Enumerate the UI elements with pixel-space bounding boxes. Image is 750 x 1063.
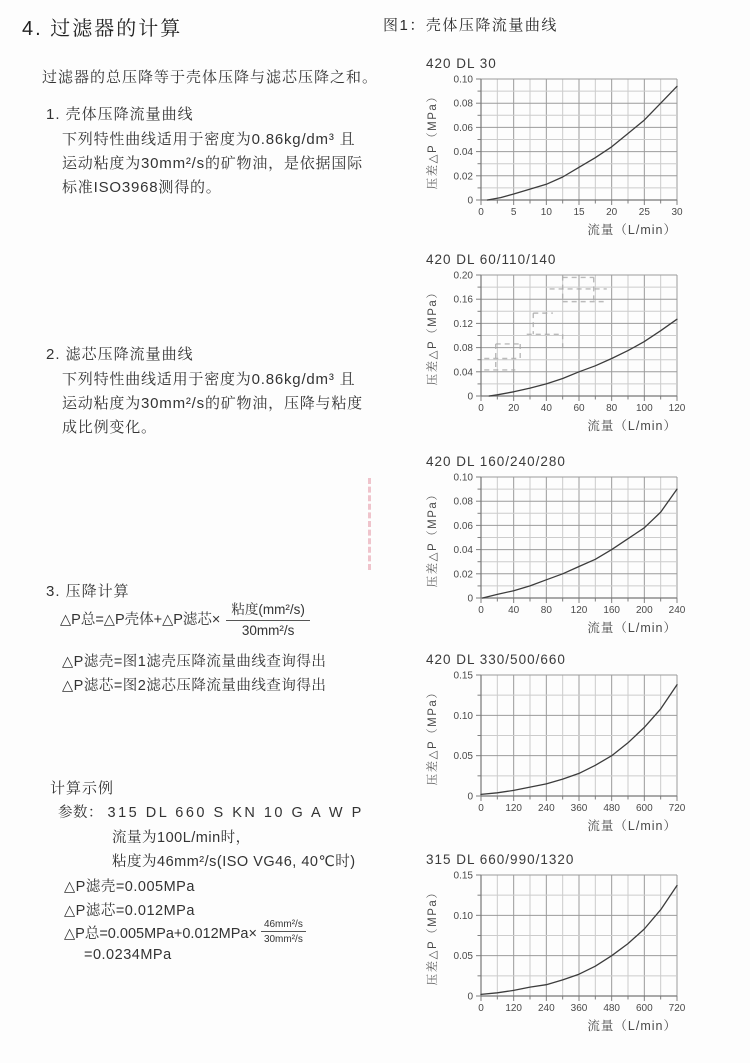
chart-title: 420 DL 330/500/660 (426, 652, 566, 667)
svg-text:120: 120 (505, 803, 523, 814)
chart-title: 420 DL 60/110/140 (426, 252, 557, 267)
example-total-result: =0.0234MPa (84, 947, 172, 963)
chart-title: 420 DL 160/240/280 (426, 454, 566, 469)
svg-text:40: 40 (508, 605, 520, 616)
item3-heading: 3. 压降计算 (46, 583, 130, 600)
svg-text:0.20: 0.20 (453, 270, 473, 282)
fraction-numerator: 46mm²/s (261, 919, 306, 932)
svg-text:20: 20 (508, 403, 520, 414)
svg-text:10: 10 (540, 207, 552, 218)
example-total-lhs: △P总=0.005MPa+0.012MPa× (64, 925, 257, 942)
item1-body (62, 128, 363, 200)
svg-text:0: 0 (478, 1003, 484, 1014)
svg-text:25: 25 (638, 207, 650, 218)
svg-text:480: 480 (603, 803, 621, 814)
pressure-flow-chart (420, 269, 750, 433)
svg-text:0.10: 0.10 (453, 472, 473, 484)
svg-text:0: 0 (478, 605, 484, 616)
svg-text:0: 0 (467, 195, 473, 207)
pressure-flow-chart (420, 669, 750, 833)
body-line: 运动粘度为30mm²/s的矿物油，是依据国际 (62, 155, 363, 172)
svg-text:0.04: 0.04 (453, 147, 473, 159)
item2-body (62, 368, 363, 440)
svg-text:20: 20 (606, 207, 618, 218)
svg-text:0: 0 (478, 803, 484, 814)
fraction-numerator: 粘度(mm²/s) (226, 598, 309, 621)
pressure-flow-chart (420, 73, 750, 237)
body-line: 下列特性曲线适用于密度为0.86kg/dm³ 且 (62, 131, 356, 148)
svg-text:600: 600 (635, 803, 653, 814)
intro-text: 过滤器的总压降等于壳体压降与滤芯压降之和。 (42, 69, 379, 86)
item2-heading: 2. 滤芯压降流量曲线 (46, 346, 194, 363)
section-title: 4. 过滤器的计算 (22, 18, 183, 40)
svg-text:600: 600 (635, 1003, 653, 1014)
svg-text:0: 0 (467, 791, 473, 803)
svg-text:压差△P（MPa）: 压差△P（MPa） (427, 285, 439, 386)
svg-text:120: 120 (505, 1003, 523, 1014)
svg-text:0.04: 0.04 (453, 545, 473, 557)
svg-text:压差△P（MPa）: 压差△P（MPa） (427, 685, 439, 786)
svg-text:360: 360 (570, 803, 588, 814)
svg-text:0.06: 0.06 (453, 122, 473, 134)
svg-text:240: 240 (668, 605, 686, 616)
svg-text:0: 0 (467, 991, 473, 1003)
svg-text:0: 0 (478, 207, 484, 218)
svg-text:0.06: 0.06 (453, 520, 473, 532)
example-dp-shell: △P滤壳=0.005MPa (64, 879, 195, 895)
svg-text:240: 240 (537, 1003, 555, 1014)
example-dp-element: △P滤芯=0.012MPa (64, 903, 195, 919)
svg-text:720: 720 (668, 1003, 686, 1014)
example-total-formula (64, 919, 306, 945)
svg-text:30: 30 (671, 207, 683, 218)
item1-heading: 1. 壳体压降流量曲线 (46, 106, 194, 123)
example-param-line (58, 801, 364, 822)
formula-fraction (226, 598, 309, 638)
fraction-denominator: 30mm²/s (241, 623, 295, 638)
svg-text:压差△P（MPa）: 压差△P（MPa） (427, 885, 439, 986)
figure-title: 图1：壳体压降流量曲线 (383, 17, 558, 34)
svg-text:480: 480 (603, 1003, 621, 1014)
svg-text:240: 240 (537, 803, 555, 814)
chart-title: 315 DL 660/990/1320 (426, 852, 575, 867)
svg-text:0.16: 0.16 (453, 294, 473, 306)
example-viscosity-line: 粘度为46mm²/s(ISO VG46, 40℃时) (112, 854, 356, 870)
svg-text:0: 0 (478, 403, 484, 414)
svg-text:0.05: 0.05 (453, 951, 473, 963)
body-line: 标准ISO3968测得的。 (62, 179, 222, 196)
svg-text:0.08: 0.08 (453, 343, 473, 355)
chart-block-420-dl-30 (420, 56, 750, 237)
pressure-drop-formula (60, 598, 310, 638)
param-value: 315 DL 660 S KN 10 G A W P (107, 805, 364, 821)
example-flow-line: 流量为100L/min时， (112, 830, 251, 846)
example-total-fraction (261, 919, 306, 945)
chart-block-420-dl-60-110-140 (420, 252, 750, 433)
body-line: 成比例变化。 (62, 419, 157, 436)
svg-text:流量（L/min）: 流量（L/min） (587, 621, 677, 635)
svg-text:0.02: 0.02 (453, 569, 473, 581)
svg-text:0.04: 0.04 (453, 367, 473, 379)
formula-note-shell: △P滤壳=图1滤壳压降流量曲线查询得出 (62, 654, 327, 670)
svg-text:0.12: 0.12 (453, 318, 473, 330)
svg-text:0.10: 0.10 (453, 74, 473, 86)
param-label: 参数： (58, 805, 103, 821)
svg-text:压差△P（MPa）: 压差△P（MPa） (427, 89, 439, 190)
svg-text:流量（L/min）: 流量（L/min） (587, 223, 677, 237)
svg-text:0.15: 0.15 (453, 870, 473, 882)
svg-text:200: 200 (635, 605, 653, 616)
svg-text:160: 160 (603, 605, 621, 616)
svg-text:0.10: 0.10 (453, 910, 473, 922)
svg-text:80: 80 (540, 605, 552, 616)
svg-text:0: 0 (467, 391, 473, 403)
svg-text:15: 15 (573, 207, 585, 218)
svg-text:40: 40 (540, 403, 552, 414)
svg-text:720: 720 (668, 803, 686, 814)
pressure-flow-chart (420, 471, 750, 635)
svg-text:120: 120 (570, 605, 588, 616)
chart-block-420-dl-160-240-280 (420, 454, 750, 635)
body-line: 运动粘度为30mm²/s的矿物油，压降与粘度 (62, 395, 363, 412)
chart-block-420-dl-330-500-660 (420, 652, 750, 833)
chart-block-315-dl-660-990-1320 (420, 852, 750, 1033)
fraction-denominator: 30mm²/s (263, 934, 303, 945)
svg-text:0.05: 0.05 (453, 751, 473, 763)
svg-text:120: 120 (668, 403, 686, 414)
chart-title: 420 DL 30 (426, 56, 497, 71)
scan-fold-mark (368, 478, 371, 570)
svg-text:0.08: 0.08 (453, 496, 473, 508)
svg-text:0.10: 0.10 (453, 710, 473, 722)
svg-text:0.15: 0.15 (453, 670, 473, 682)
svg-text:压差△P（MPa）: 压差△P（MPa） (427, 487, 439, 588)
formula-note-element: △P滤芯=图2滤芯压降流量曲线查询得出 (62, 678, 327, 694)
svg-text:0.02: 0.02 (453, 171, 473, 183)
svg-text:100: 100 (635, 403, 653, 414)
svg-text:流量（L/min）: 流量（L/min） (587, 1019, 677, 1033)
svg-text:流量（L/min）: 流量（L/min） (587, 819, 677, 833)
svg-text:5: 5 (510, 207, 517, 218)
svg-text:0.08: 0.08 (453, 98, 473, 110)
svg-text:80: 80 (606, 403, 618, 414)
svg-text:60: 60 (573, 403, 585, 414)
svg-text:360: 360 (570, 1003, 588, 1014)
pressure-flow-chart (420, 869, 750, 1033)
svg-text:0: 0 (467, 593, 473, 605)
svg-text:流量（L/min）: 流量（L/min） (587, 419, 677, 433)
formula-lhs: △P总=△P壳体+△P滤芯× (60, 611, 221, 628)
example-heading: 计算示例 (50, 780, 115, 797)
body-line: 下列特性曲线适用于密度为0.86kg/dm³ 且 (62, 371, 356, 388)
